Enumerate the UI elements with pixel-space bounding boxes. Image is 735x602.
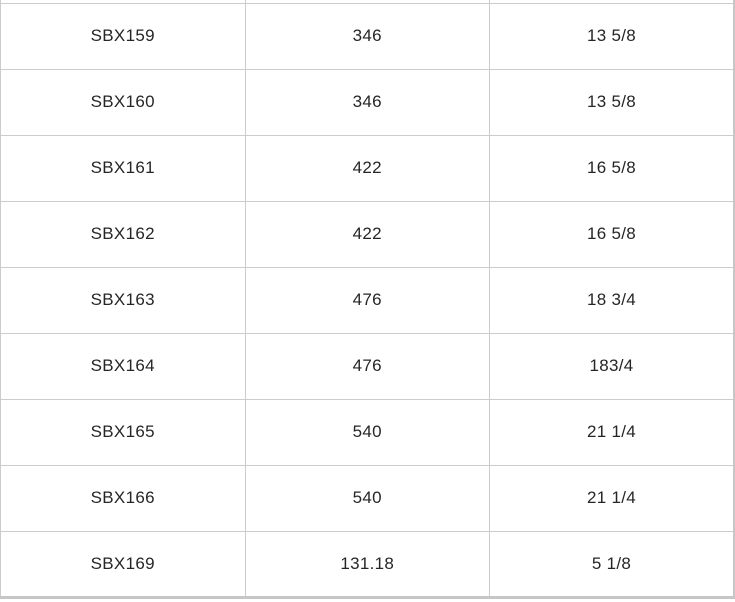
table-body	[1, 0, 735, 597]
table-cell-col3: 21 1/4	[490, 465, 735, 531]
table-cell-col3: 13 5/8	[490, 3, 735, 69]
table-cell-col2: 476	[245, 333, 490, 399]
table-cell-col1: SBX161	[1, 135, 246, 201]
table-cell-col3: 16 5/8	[490, 201, 735, 267]
table-cell-col2: 422	[245, 135, 490, 201]
table-cell-col3: 183/4	[490, 333, 735, 399]
table-cell-col2: 422	[245, 201, 490, 267]
table-cell-col3: 16 5/8	[490, 135, 735, 201]
table-cell-col1: SBX165	[1, 399, 246, 465]
table-cell-col1: SBX163	[1, 267, 246, 333]
table-cell-col3: 13 5/8	[490, 69, 735, 135]
table-cell-col1: SBX166	[1, 465, 246, 531]
table-cell-col2: 476	[245, 267, 490, 333]
table-row	[1, 135, 735, 201]
table-cell-col1: SBX159	[1, 3, 246, 69]
table-cell-col2: 540	[245, 465, 490, 531]
table-cell-col1: SBX160	[1, 69, 246, 135]
table-row	[1, 531, 735, 597]
table-cell-col3: 21 1/4	[490, 399, 735, 465]
table-cell-col2: 131.18	[245, 531, 490, 597]
table-cell-col1: SBX162	[1, 201, 246, 267]
table-cell-col2: 346	[245, 69, 490, 135]
table-row	[1, 399, 735, 465]
table-row	[1, 3, 735, 69]
table-cell-col1: SBX164	[1, 333, 246, 399]
table-cell-col1: SBX169	[1, 531, 246, 597]
table-cell-col2: 540	[245, 399, 490, 465]
table-row	[1, 69, 735, 135]
table-row	[1, 333, 735, 399]
table-row	[1, 267, 735, 333]
table-cell-col2: 346	[245, 3, 490, 69]
table-row	[1, 465, 735, 531]
table-row	[1, 201, 735, 267]
table-cell-col3: 5 1/8	[490, 531, 735, 597]
table-cell-col3: 18 3/4	[490, 267, 735, 333]
